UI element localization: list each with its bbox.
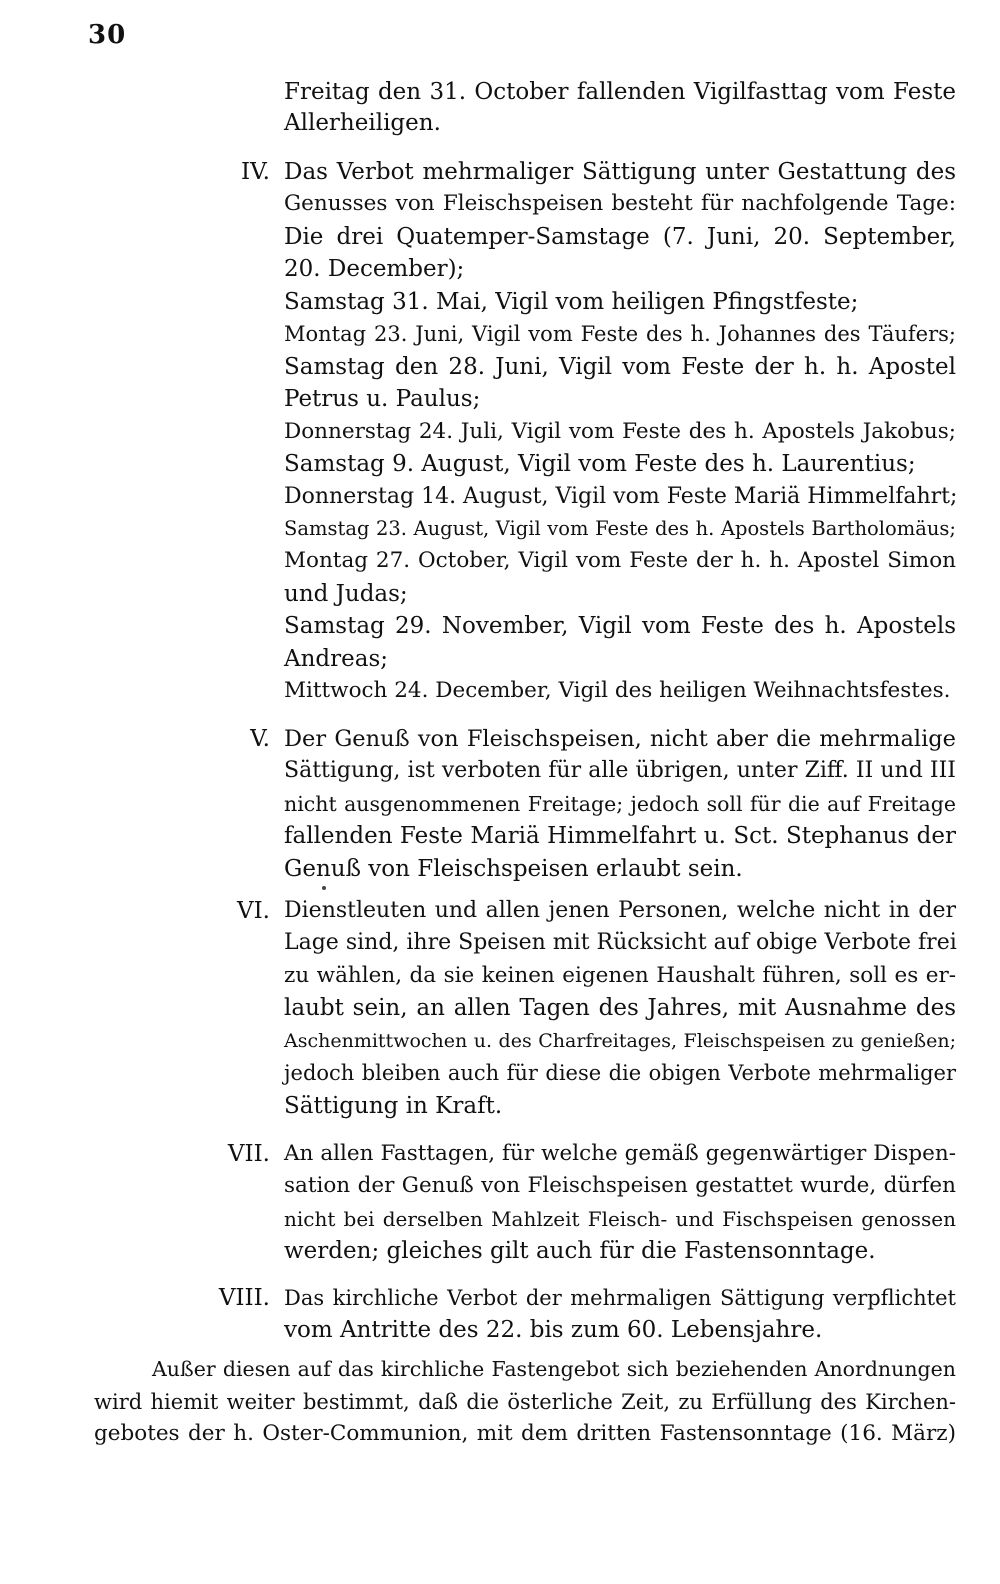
text-line: Genuß von Fleischspeisen erlaubt sein. (284, 856, 743, 882)
text-line: Donnerstag 24. Juli, Vigil vom Feste des h. Apostels Jakobus; (284, 419, 956, 444)
text-line: sation der Genuß von Fleischspeisen gestattet wurde, dürfen (284, 1173, 956, 1198)
text-line: Freitag den 31. October fallenden Vigilfasttag vom Feste (284, 79, 956, 105)
text-line: werden; gleiches gilt auch für die Fastensonntage. (284, 1238, 876, 1264)
text-line: Samstag den 28. Juni, Vigil vom Feste der h. h. Apostel (284, 354, 956, 380)
text-line: Aschenmittwochen u. des Charfreitages, Fleischspeisen zu genießen; (284, 1030, 956, 1052)
text-line: Samstag 29. November, Vigil vom Feste des h. Apostels (284, 613, 956, 639)
section-numeral-v: V. (250, 726, 270, 752)
text-line: Dienstleuten und allen jenen Personen, welche nicht in der (284, 898, 956, 923)
text-line: gebotes der h. Oster-Communion, mit dem dritten Fastensonntage (16. März) (94, 1421, 956, 1446)
text-line: Das Verbot mehrmaliger Sättigung unter Gestattung des (284, 159, 956, 185)
text-line: fallenden Feste Mariä Himmelfahrt u. Sct. Stephanus der (284, 823, 956, 849)
ink-speck (322, 886, 326, 890)
section-numeral-iv: IV. (241, 159, 270, 185)
text-line: Montag 27. October, Vigil vom Feste der h. h. Apostel Simon (284, 548, 956, 573)
text-line: jedoch bleiben auch für diese die obigen Verbote mehrmaliger (284, 1061, 956, 1085)
text-line: Sättigung in Kraft. (284, 1093, 503, 1119)
section-numeral-viii: VIII. (218, 1285, 270, 1311)
section-numeral-vi: VI. (236, 898, 270, 924)
text-line: Montag 23. Juni, Vigil vom Feste des h. Johannes des Täufers; (284, 322, 956, 346)
text-line: Samstag 9. August, Vigil vom Feste des h. Laurentius; (284, 451, 916, 477)
text-line: Genusses von Fleischspeisen besteht für nachfolgende Tage: (284, 191, 956, 216)
text-line: Die drei Quatemper-Samstage (7. Juni, 20. September, (284, 224, 956, 250)
text-line: laubt sein, an allen Tagen des Jahres, mit Ausnahme des (284, 995, 956, 1021)
text-line: und Judas; (284, 581, 408, 607)
text-line: Samstag 23. August, Vigil vom Feste des h. Apostels Bartholomäus; (284, 517, 956, 540)
section-numeral-vii: VII. (227, 1141, 270, 1167)
text-line: Außer diesen auf das kirchliche Fastengebot sich beziehenden Anordnungen (152, 1357, 956, 1381)
text-line: Allerheiligen. (284, 110, 441, 136)
text-line: An allen Fasttagen, für welche gemäß gegenwärtiger Dispen- (284, 1141, 956, 1166)
text-line: Petrus u. Paulus; (284, 386, 481, 412)
text-line: Sättigung, ist verboten für alle übrigen, unter Ziff. II und III (284, 758, 956, 783)
text-line: Mittwoch 24. December, Vigil des heiligen Weihnachtsfestes. (284, 678, 951, 703)
text-line: Andreas; (284, 646, 389, 672)
text-line: 20. December); (284, 256, 465, 282)
text-line: Der Genuß von Fleischspeisen, nicht aber die mehrmalige (284, 726, 956, 752)
text-line: wird hiemit weiter bestimmt, daß die österliche Zeit, zu Erfüllung des Kirchen- (94, 1390, 956, 1414)
page-number: 30 (88, 20, 127, 50)
text-line: Das kirchliche Verbot der mehrmaligen Sättigung verpflichtet (284, 1286, 956, 1310)
text-line: Samstag 31. Mai, Vigil vom heiligen Pfingstfeste; (284, 289, 859, 315)
text-line: Donnerstag 14. August, Vigil vom Feste Mariä Himmelfahrt; (284, 484, 958, 509)
text-line: Lage sind, ihre Speisen mit Rücksicht auf obige Verbote frei (284, 930, 957, 955)
text-line: nicht ausgenommenen Freitage; jedoch soll für die auf Freitage (284, 792, 956, 816)
text-line: nicht bei derselben Mahlzeit Fleisch- und Fischspeisen genossen (284, 1207, 956, 1231)
text-line: vom Antritte des 22. bis zum 60. Lebensjahre. (284, 1317, 823, 1343)
text-line: zu wählen, da sie keinen eigenen Haushalt führen, soll es er- (284, 963, 956, 988)
